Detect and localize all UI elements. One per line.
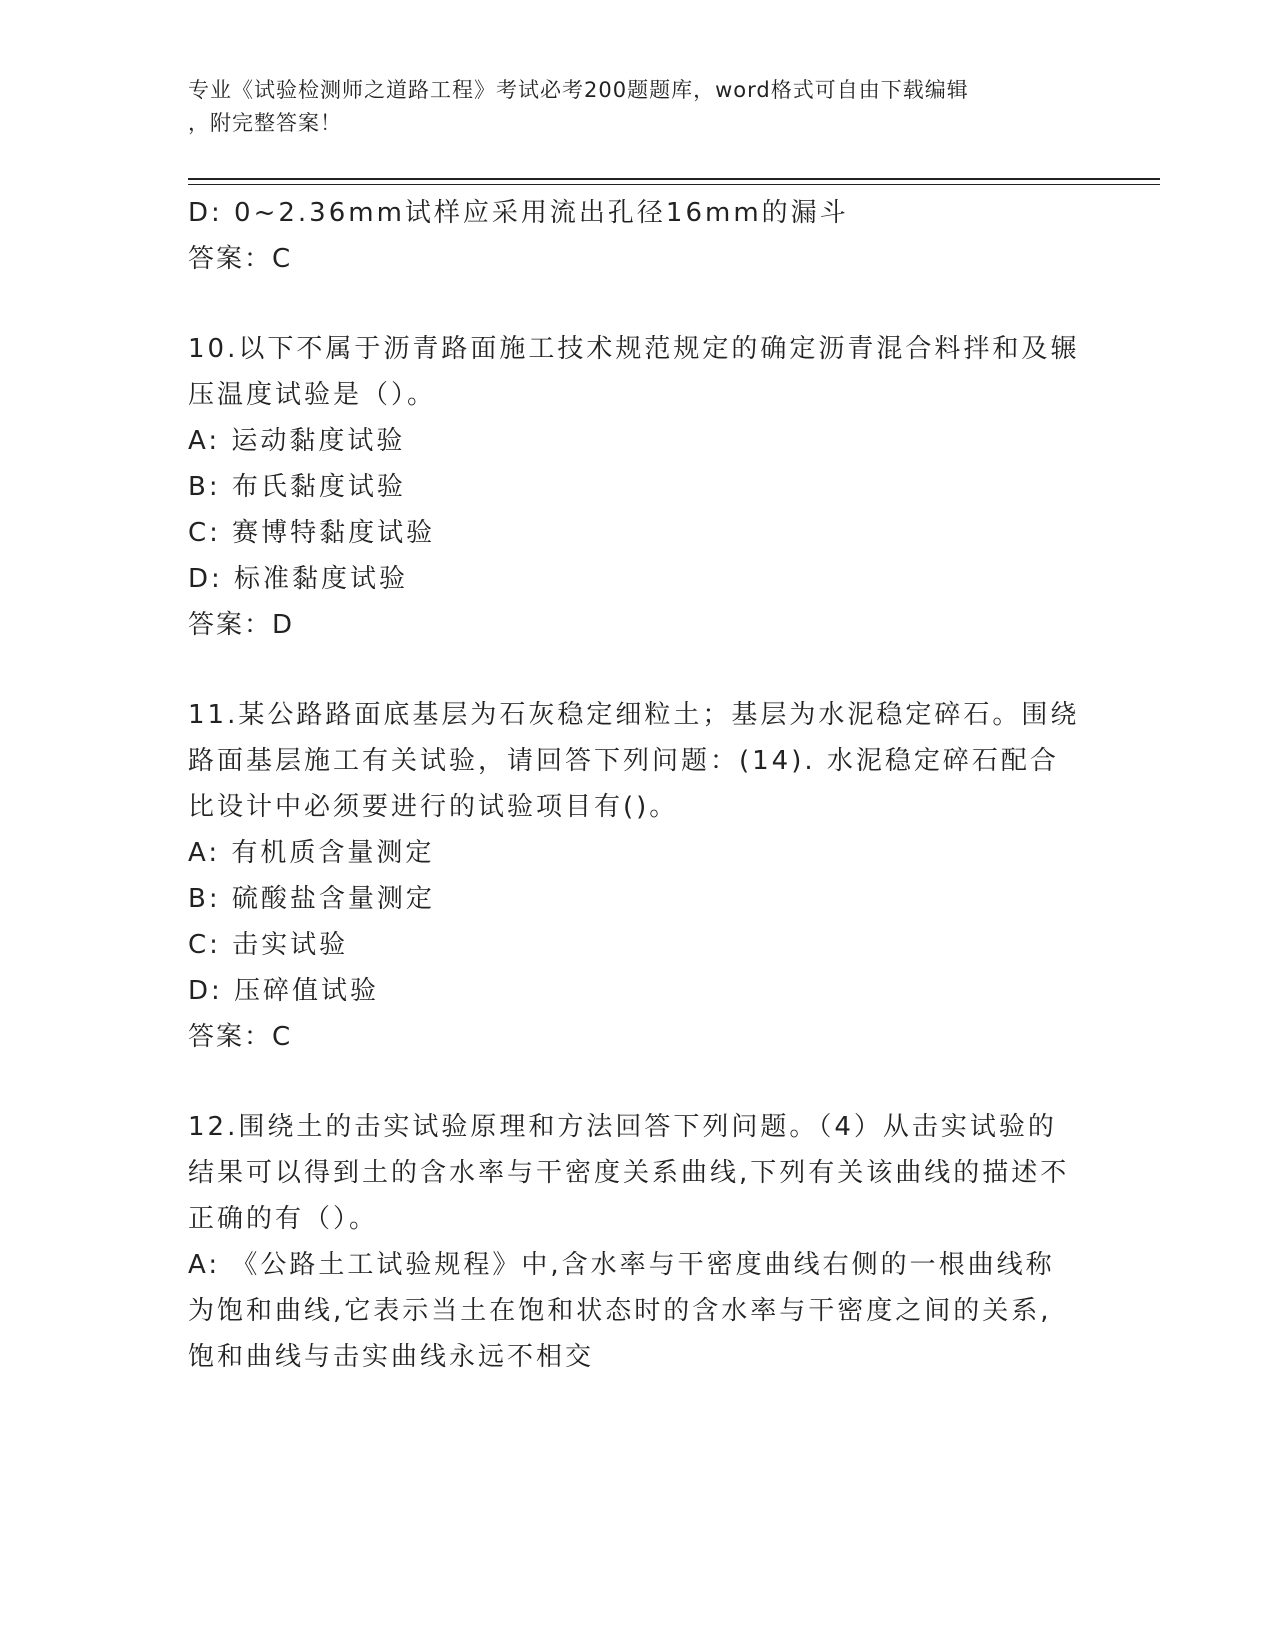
header-line-1: 专业《试验检测师之道路工程》考试必考200题题库，word格式可自由下载编辑: [188, 78, 969, 102]
option-a: A: 有机质含量测定: [188, 838, 435, 868]
option-a: A: 运动黏度试验: [188, 426, 406, 456]
option-d: D: 标准黏度试验: [188, 564, 409, 594]
question-stem: 11.某公路路面底基层为石灰稳定细粒土；基层为水泥稳定碎石。围绕: [188, 700, 1080, 730]
question-11: [188, 692, 1088, 1060]
header-divider-thick: [188, 178, 1160, 180]
question-10: [188, 326, 1088, 648]
option-a: A: 《公路土工试验规程》中,含水率与干密度曲线右侧的一根曲线称: [188, 1250, 1055, 1280]
prev-option-d: D: 0~2.36mm试样应采用流出孔径16mm的漏斗: [188, 198, 849, 228]
page-header: [188, 74, 1068, 140]
question-stem: 压温度试验是（）。: [188, 380, 437, 410]
option-b: B: 布氏黏度试验: [188, 472, 406, 502]
question-stem: 比设计中必须要进行的试验项目有()。: [188, 792, 679, 822]
document-body: [188, 190, 1088, 1380]
header-line-2: ，附完整答案！: [188, 111, 342, 135]
answer: 答案：D: [188, 610, 295, 640]
answer: 答案：C: [188, 1022, 293, 1052]
option-c: C: 赛博特黏度试验: [188, 518, 436, 548]
question-stem: 12.围绕土的击实试验原理和方法回答下列问题。（4）从击实试验的: [188, 1112, 1057, 1142]
prev-answer: 答案：C: [188, 244, 293, 274]
question-stem: 正确的有（）。: [188, 1204, 379, 1234]
question-stem: 路面基层施工有关试验，请回答下列问题：(14). 水泥稳定碎石配合: [188, 746, 1059, 776]
option-d: D: 压碎值试验: [188, 976, 380, 1006]
option-c: C: 击实试验: [188, 930, 349, 960]
option-a: 为饱和曲线,它表示当土在饱和状态时的含水率与干密度之间的关系,: [188, 1296, 1052, 1326]
question-stem: 结果可以得到土的含水率与干密度关系曲线,下列有关该曲线的描述不: [188, 1158, 1070, 1188]
question-12: [188, 1104, 1088, 1380]
question-stem: 10.以下不属于沥青路面施工技术规范规定的确定沥青混合料拌和及辗: [188, 334, 1080, 364]
option-b: B: 硫酸盐含量测定: [188, 884, 435, 914]
option-a: 饱和曲线与击实曲线永远不相交: [188, 1342, 595, 1372]
header-divider-thin: [188, 184, 1160, 185]
